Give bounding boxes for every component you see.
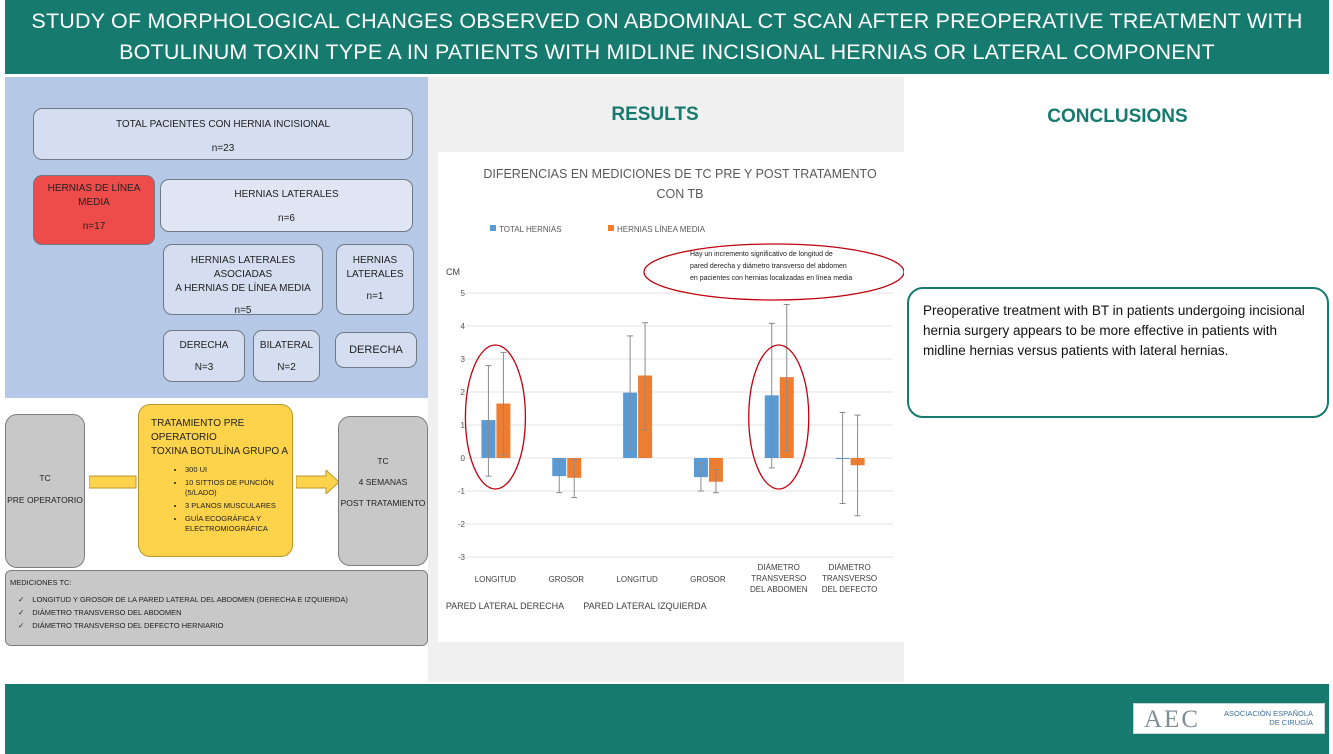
lat-assoc-label-1: HERNIAS LATERALES ASOCIADAS bbox=[190, 255, 296, 280]
x-tick-label: LONGITUD bbox=[616, 575, 658, 584]
lateral-assoc-box bbox=[163, 244, 323, 315]
lat-assoc-label-2: A HERNIAS DE LÍNEA MEDIA bbox=[175, 283, 311, 294]
post-ct-l1: TC bbox=[377, 456, 389, 466]
measure-text: DIÁMETRO TRANSVERSO DEL DEFECTO HERNIARIO bbox=[32, 621, 224, 630]
group-label: PARED LATERAL DERECHA bbox=[445, 601, 565, 611]
lat-only-n: n=1 bbox=[366, 291, 384, 302]
results-title: RESULTS bbox=[611, 104, 699, 125]
y-tick-label: -3 bbox=[457, 553, 465, 562]
treatment-box bbox=[138, 404, 293, 557]
lateral-only-box bbox=[336, 244, 414, 315]
x-tick-label: DIÁMETRO bbox=[757, 563, 800, 572]
legend-swatch bbox=[608, 225, 614, 231]
lat-only-label-1: HERNIAS bbox=[352, 255, 398, 266]
conclusions-title: CONCLUSIONS bbox=[1047, 106, 1188, 127]
lat-only-label-2: LATERALES bbox=[346, 269, 404, 280]
ct-measurements-box bbox=[5, 570, 428, 646]
arrow-right-icon bbox=[296, 470, 340, 494]
treatment-bullet: • 300 UI bbox=[185, 465, 292, 475]
total-patients-box bbox=[33, 108, 413, 160]
highlight-ellipse bbox=[465, 345, 525, 489]
measure-text: DIÁMETRO TRANSVERSO DEL ABDOMEN bbox=[32, 608, 182, 617]
x-tick-label: DIÁMETRO bbox=[828, 563, 871, 572]
y-tick-label: -2 bbox=[457, 520, 465, 529]
chart-title-line1: DIFERENCIAS EN MEDICIONES DE TC PRE Y POST TRATAMENTO bbox=[483, 167, 877, 181]
x-tick-label: DEL DEFECTO bbox=[821, 585, 878, 594]
pre-ct-l2: PRE OPERATORIO bbox=[7, 495, 83, 505]
legend-label: TOTAL HERNIAS bbox=[499, 225, 562, 234]
x-tick-label: GROSOR bbox=[548, 575, 585, 584]
derecha-lateral-label: DERECHA bbox=[349, 344, 403, 356]
x-tick-label: GROSOR bbox=[690, 575, 726, 584]
treatment-bullet: • 10 SITTIOS DE PUNCIÓN (5/LADO) bbox=[185, 478, 292, 498]
y-tick-label: -1 bbox=[457, 487, 465, 496]
patients-flowchart-panel bbox=[5, 77, 433, 398]
measure-text: LONGITUD Y GROSOR DE LA PARED LATERAL DEL ABDOMEN (DERECHA E IZQUIERDA) bbox=[32, 595, 348, 604]
post-ct-box bbox=[338, 416, 428, 566]
conclusions-text: Preoperative treatment with BT in patients undergoing incisional hernia surgery appears to be more effective in patients with midline hernias versus patients with lateral hernias. bbox=[923, 303, 1305, 358]
aec-logo bbox=[1133, 703, 1325, 734]
logo-mark: AEC bbox=[1144, 706, 1200, 733]
results-chart-card bbox=[438, 152, 904, 642]
results-chart bbox=[438, 152, 904, 642]
y-tick-label: 1 bbox=[460, 421, 465, 430]
total-n: n=23 bbox=[211, 143, 235, 154]
lateral-n: n=6 bbox=[278, 213, 295, 224]
check-icon: ✓ bbox=[18, 621, 25, 630]
logo-line2: DE CIRUGÍA bbox=[1269, 717, 1314, 727]
poster-footer bbox=[5, 684, 1329, 754]
annotation-text: en pacientes con hernias localizadas en línea media bbox=[690, 275, 853, 282]
header-title-line2: BOTULINUM TOXIN TYPE A IN PATIENTS WITH MIDLINE INCISIONAL HERNIAS OR LATERAL COMPONENT bbox=[119, 40, 1215, 64]
measure-item bbox=[10, 608, 427, 617]
header-title-line1: STUDY OF MORPHOLOGICAL CHANGES OBSERVED ON ABDOMINAL CT SCAN AFTER PREOPERATIVE TREATMENT WITH bbox=[31, 9, 1303, 33]
annotation-text: pared derecha y diámetro transverso del abdomen bbox=[690, 263, 847, 270]
midline-n: n=17 bbox=[82, 221, 106, 232]
arrow-right-icon bbox=[89, 472, 137, 492]
group-label: PARED LATERAL IZQUIERDA bbox=[583, 601, 707, 611]
lat-assoc-n: n=5 bbox=[234, 305, 252, 316]
x-tick-label: TRANSVERSO bbox=[822, 574, 878, 583]
legend-swatch bbox=[490, 225, 496, 231]
conclusions-box bbox=[907, 287, 1329, 418]
treatment-bullets bbox=[151, 465, 292, 534]
check-icon: ✓ bbox=[18, 608, 25, 617]
logo-line1: ASOCIACIÓN ESPAÑOLA bbox=[1224, 709, 1314, 718]
y-tick-label: 3 bbox=[460, 355, 465, 364]
midline-label-1: HERNIAS DE LÍNEA bbox=[47, 183, 141, 194]
pre-ct-box bbox=[5, 414, 85, 568]
treatment-bullet: • GUÍA ECOGRÁFICA Y ELECTROMIOGRÁFICA bbox=[185, 514, 292, 534]
derecha-lateral-box bbox=[335, 332, 417, 368]
post-ct-l3: POST TRATAMIENTO bbox=[340, 498, 426, 508]
treatment-bullet: • 3 PLANOS MUSCULARES bbox=[185, 501, 292, 511]
legend-label: HERNIAS LÍNEA MEDIA bbox=[617, 225, 706, 234]
x-tick-label: TRANSVERSO bbox=[751, 574, 807, 583]
measures-title: MEDICIONES TC: bbox=[10, 578, 72, 587]
x-tick-label: DEL ABDOMEN bbox=[750, 585, 808, 594]
y-tick-label: 0 bbox=[460, 454, 465, 463]
post-ct-l2: 4 SEMANAS bbox=[358, 477, 408, 487]
pre-ct-l1: TC bbox=[39, 473, 51, 483]
bilateral-label: BILATERAL bbox=[259, 340, 314, 351]
bilateral-box bbox=[253, 330, 320, 382]
x-tick-label: LONGITUD bbox=[474, 575, 517, 584]
measure-item bbox=[10, 621, 427, 630]
lateral-hernias-box bbox=[160, 179, 413, 232]
check-icon: ✓ bbox=[18, 595, 25, 604]
treatment-panel bbox=[5, 400, 433, 647]
y-axis-label: CM bbox=[446, 267, 460, 277]
annotation-text: Hay un incremento significativo de longitud de bbox=[690, 251, 833, 258]
logo-text bbox=[1224, 710, 1313, 727]
chart-title-line2: CON TB bbox=[656, 187, 704, 201]
measure-item bbox=[10, 595, 427, 604]
derecha-n: N=3 bbox=[194, 362, 214, 373]
poster-header bbox=[5, 0, 1329, 74]
total-label: TOTAL PACIENTES CON HERNIA INCISIONAL bbox=[115, 119, 331, 130]
treatment-title-1: TRATAMIENTO PRE OPERATORIO bbox=[151, 418, 245, 443]
y-tick-label: 4 bbox=[460, 322, 465, 331]
y-tick-label: 5 bbox=[460, 289, 465, 298]
derecha-label: DERECHA bbox=[179, 340, 229, 351]
bilateral-n: N=2 bbox=[277, 362, 296, 373]
midline-hernias-box bbox=[33, 175, 155, 245]
midline-label-2: MEDIA bbox=[78, 197, 110, 208]
y-tick-label: 2 bbox=[460, 388, 465, 397]
derecha-box bbox=[163, 330, 245, 382]
treatment-title-2: TOXINA BOTULÍNA GRUPO A bbox=[151, 446, 289, 457]
lateral-label: HERNIAS LATERALES bbox=[234, 189, 339, 200]
